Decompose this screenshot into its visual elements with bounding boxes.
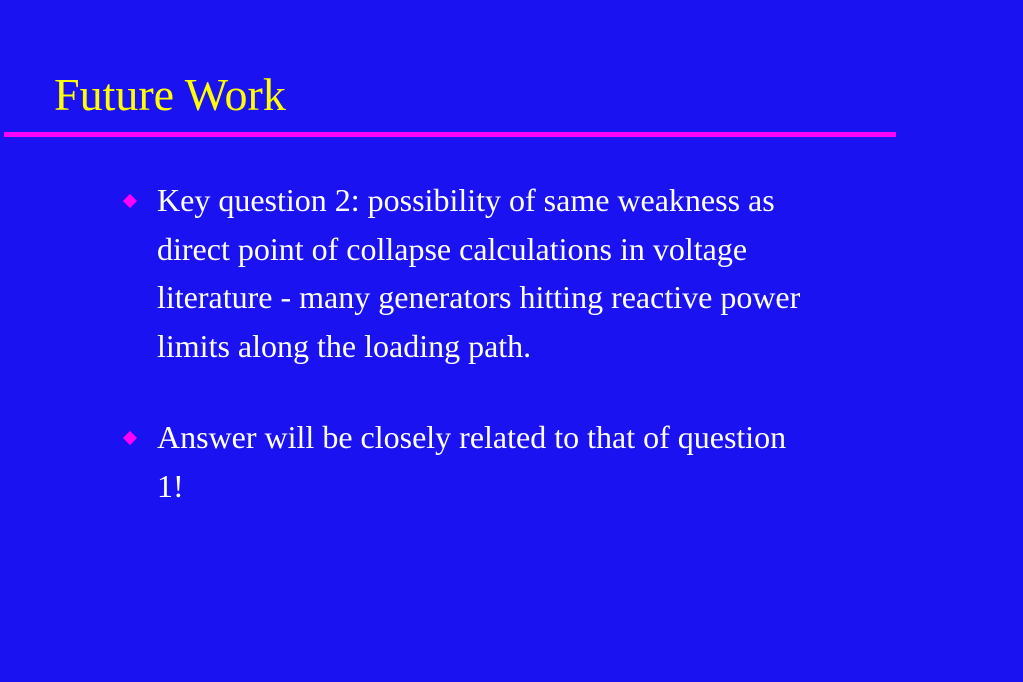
bullet-list xyxy=(120,176,810,553)
title-underline-rule xyxy=(4,132,896,137)
bullet-item xyxy=(120,176,810,370)
bullet-text: Answer will be closely related to that of question 1! xyxy=(157,419,787,504)
bullet-text: Key question 2: possibility of same weakness as direct point of collapse calculations in voltage literature - many generators hitting reactive power limits along the loading path. xyxy=(157,182,801,364)
slide-title: Future Work xyxy=(54,69,286,120)
bullet-item xyxy=(120,413,810,510)
diamond-bullet-icon xyxy=(123,194,137,208)
diamond-bullet-icon xyxy=(123,431,137,445)
